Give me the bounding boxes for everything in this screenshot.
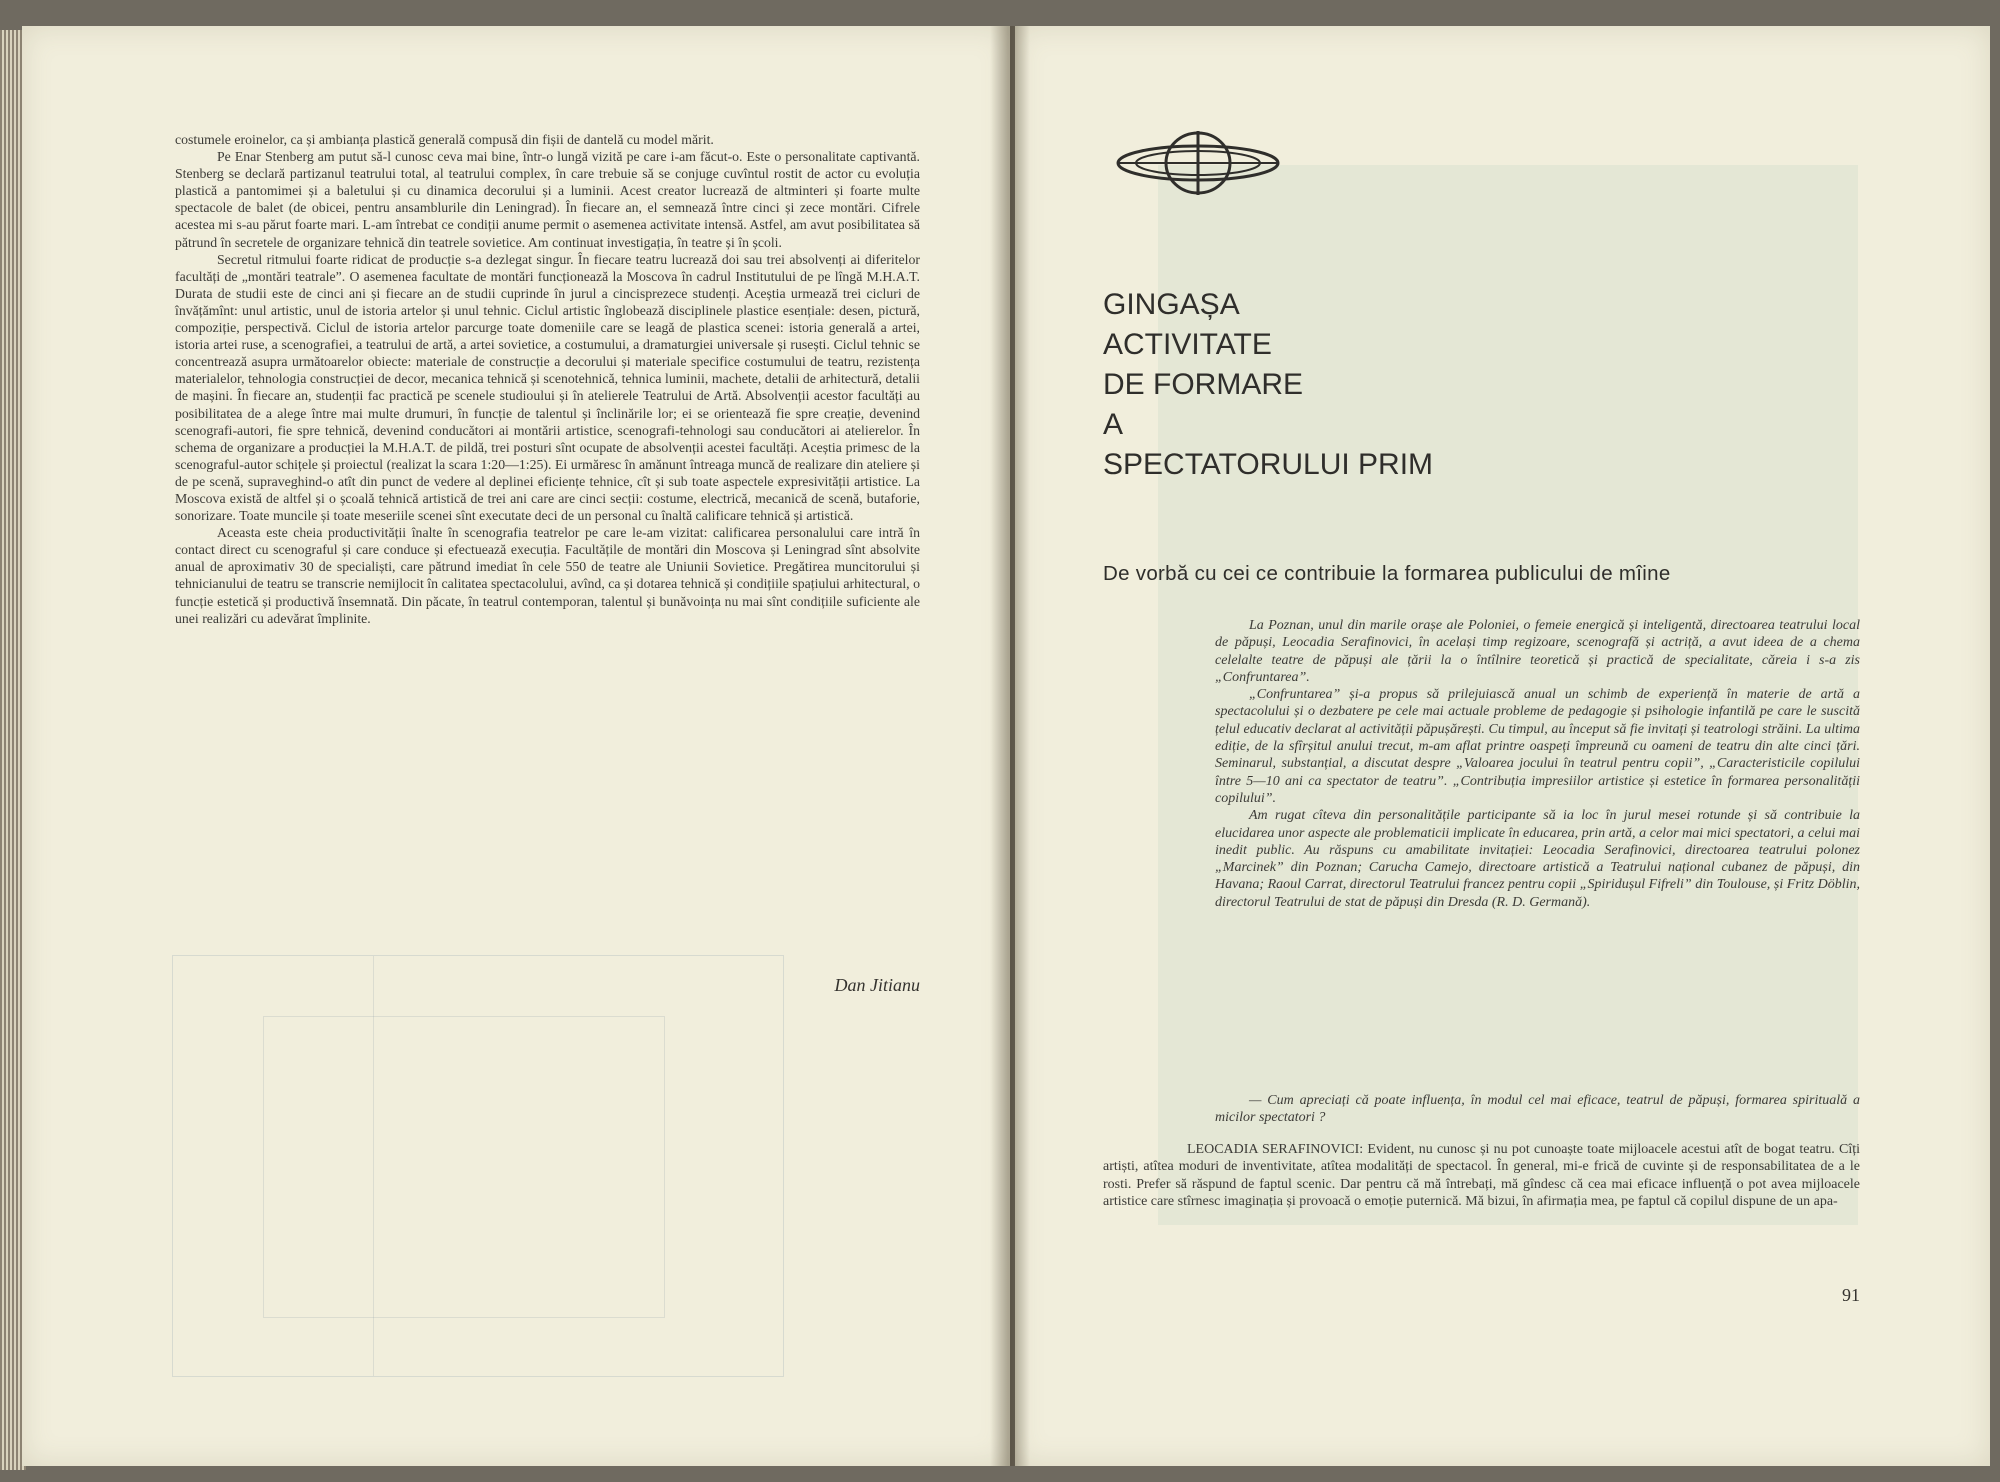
- faint-floorplan-illustration: [172, 955, 784, 1377]
- page-number: 91: [1842, 1285, 1860, 1305]
- article-title: [1103, 285, 1523, 485]
- article-subtitle: De vorbă cu cei ce contribuie la formarea publicului de mîine: [1103, 562, 1671, 585]
- paragraph: Secretul ritmului foarte ridicat de producție s-a dezlegat singur. În fiecare teatru lucrează doi sau trei absolvenți ai diferitelor facultăți de „montări teatrale”. O asemenea facultate de montări funcționează la Moscova în cadrul Institutului de pe lîngă M.H.A.T. Durata de studii este de cinci ani și fiecare an de studii cuprinde în jurul a cincisprezece studenți. Aceștia urmează trei cicluri de învățămînt: unul artistic, unul de istoria artelor și unul tehnic. Ciclul artistic înglobează disciplinele plastice esențiale: desen, pictură, compoziție, perspectivă. Ciclul de istoria artelor parcurge toate domeniile care se leagă de plastica scenei: istoria generală a artei, istoria artei ruse, a scenografiei, a teatrului de artă, a artei sovietice, a costumului, a dramaturgiei universale și rusești. Ciclul tehnic se concentrează asupra următoarelor obiecte: materiale de construcție a decorului și materiale specifice costumului de teatru, rezistența materialelor, tehnologia construcției de decor, mecanica tehnică și scenotehnică, tehnica luminii, machete, detalii de arhitectură, detalii de mașini. În fiecare an, studenții fac practică pe scenele studioului și în atelierele Teatrului de Artă. Absolvenții acestor facultăți au posibilitatea de a alege între mai multe drumuri, în funcție de talentul și înclinările lor; ei se orientează fie spre creație, devenind scenografi-autori, fie spre tehnică, devenind conducători ai montării artistice, scenografi-tehnologi sau conducători ai atelierelor. În schema de organizare a producției la M.H.A.T. de pildă, trei posturi sînt ocupate de absolvenții acestei facultăți. Aceștia primesc de la scenograful-autor schițele și proiectul (realizat la scara 1:20—1:25). Ei urmăresc în amănunt întreaga muncă de realizare din ateliere și de pe scenă, supraveghind-o atît din punct de vedere al deplinei eficiențe tehnice, cît și sub toate aspectele expresivității artistice. La Moscova există de altfel și o școală tehnică artistică de trei ani care are cinci secții: costume, electrică, mecanică de scenă, butaforie, sonorizare. Toate muncile și toate meseriile scenei sînt executate deci de un personal cu înaltă calificare tehnică și artistică.: [175, 251, 920, 524]
- title-line: ACTIVITATE: [1103, 328, 1272, 361]
- intro-paragraph: Am rugat cîteva din personalitățile participante să ia loc în jurul mesei rotunde și să contribuie la elucidarea unor aspecte ale problematicii implicate în educarea, prin artă, a celor mai mici spectatori, a celui mai inedit public. Au răspuns cu amabilitate invitației: Leocadia Serafinovici, directoarea teatrului polonez „Marcinek” din Poznan; Carucha Camejo, directoare artistică a Teatrului național cubanez de păpuși, din Havana; Raoul Carrat, directorul Teatrului francez pentru copii „Spiridușul Fifreli” din Toulouse, și Fritz Döblin, directorul Teatrului de stat de păpuși din Dresda (R. D. Germană).: [1215, 808, 1860, 910]
- title-line: GINGAȘA: [1103, 288, 1240, 321]
- paragraph: Pe Enar Stenberg am putut să-l cunosc ceva mai bine, într-o lungă vizită pe care i-am făcut-o. Este o personalitate captivantă. Stenberg se declară partizanul teatrului total, al teatrului complex, în care trebuie să se conjuge cuvîntul rostit de actor cu evoluția plastică a pantomimei și a baletului și cu dinamica decorului și a luminii. Acest creator lucrează de altminteri și foarte multe spectacole de balet (de obicei, pentru ansamblurile din Leningrad). În fiecare an, el semnează între cinci și zece montări. Cifrele acestea mi s-au părut foarte mari. L-am întrebat ce condiții anume permit o asemenea activitate intensă. Astfel, am avut posibilitatea să pătrund în secretele de organizare tehnică din teatrele sovietice. Am continuat investigația, în teatre și în școli.: [175, 149, 920, 250]
- title-line: DE FORMARE: [1103, 368, 1304, 401]
- interview-question: — Cum apreciați că poate influența, în modul cel mai eficace, teatrul de păpuși, formarea spirituală a micilor spectatori ?: [1215, 1093, 1860, 1126]
- book-gutter: [990, 26, 1030, 1466]
- interview-answer: LEOCADIA SERAFINOVICI: Evident, nu cunosc și nu pot cunoaște toate mijloacele acestui atît de bogat teatru. Cîți artiști, atîtea moduri de inventivitate, atîtea modalități de spectacol. În general, mi-e frică de cuvinte și de responsabilitatea de a le rosti. Prefer să răspund de faptul scenic. Dar pentru că mă întrebați, mă gîndesc că cea mai eficace influență o pot avea mijloacele artistice care stîrnesc imaginația și provoacă o emoție puternică. Mă bizui, în afirmația mea, pe faptul că copilul dispune de un apa-: [1103, 1142, 1860, 1209]
- paragraph: Aceasta este cheia productivității înalte în scenografia teatrelor pe care le-am vizitat: calificarea personalului care intră în contact direct cu scenograful și care conduce și efectuează execuția. Facultățile de montări din Moscova și Leningrad sînt absolvite anual de aproximativ 30 de specialiști, care pătrund imediat în cele 550 de teatre ale Uniunii Sovietice. Pregătirea muncitorului și tehnicianului de teatru se transcrie nemijlocit în calitatea spectacolului, avînd, ca și dotarea tehnică și condițiile spațiului arhitectural, o funcție estetică și productivă însemnată. Din păcate, în teatrul contemporan, talentul și bunăvoința nu mai sînt condițiile suficiente ale unei realizări cu adevărat împlinite.: [175, 525, 920, 626]
- intro-paragraph: La Poznan, unul din marile orașe ale Poloniei, o femeie energică și inteligentă, directoarea teatrului local de păpuși, Leocadia Serafinovici, în același timp regizoare, scenografă și actriță, a avut ideea de a chema celelalte teatre de păpuși ale țării la o întîlnire teoretică și practică de specialitate, căreia i s-a zis „Confruntarea”.: [1215, 618, 1860, 685]
- article-intro: [1215, 617, 1860, 911]
- title-line: SPECTATORULUI PRIM: [1103, 448, 1434, 481]
- left-article-text: [175, 131, 920, 627]
- intro-paragraph: „Confruntarea” și-a propus să prilejuiască anual un schimb de experiență în materie de artă a spectacolului și o dezbatere pe cele mai actuale probleme de pedagogie și psihologie infantilă pe care le suscită țelul educativ declarat al activității păpușărești. Cu timpul, au început să fie invitați și teatrologi străini. La ultima ediție, de la sfîrșitul anului trecut, m-am aflat printre oaspeți împreună cu oameni de teatru din alte cinci țări. Seminarul, substanțial, a discutat despre „Valoarea jocului în teatrul pentru copii”, „Caracteristicile copilului între 5—10 ani ca spectator de teatru”. „Contribuția impresiilor artistice și estetice în formarea personalității copilului”.: [1215, 687, 1860, 806]
- title-line: A: [1103, 408, 1124, 441]
- author-signature: Dan Jitianu: [834, 975, 920, 995]
- paragraph: costumele eroinelor, ca și ambianța plastică generală compusă din fișii de dantelă cu model mărit.: [175, 132, 714, 147]
- globe-ellipse-logo-icon: [1113, 130, 1283, 196]
